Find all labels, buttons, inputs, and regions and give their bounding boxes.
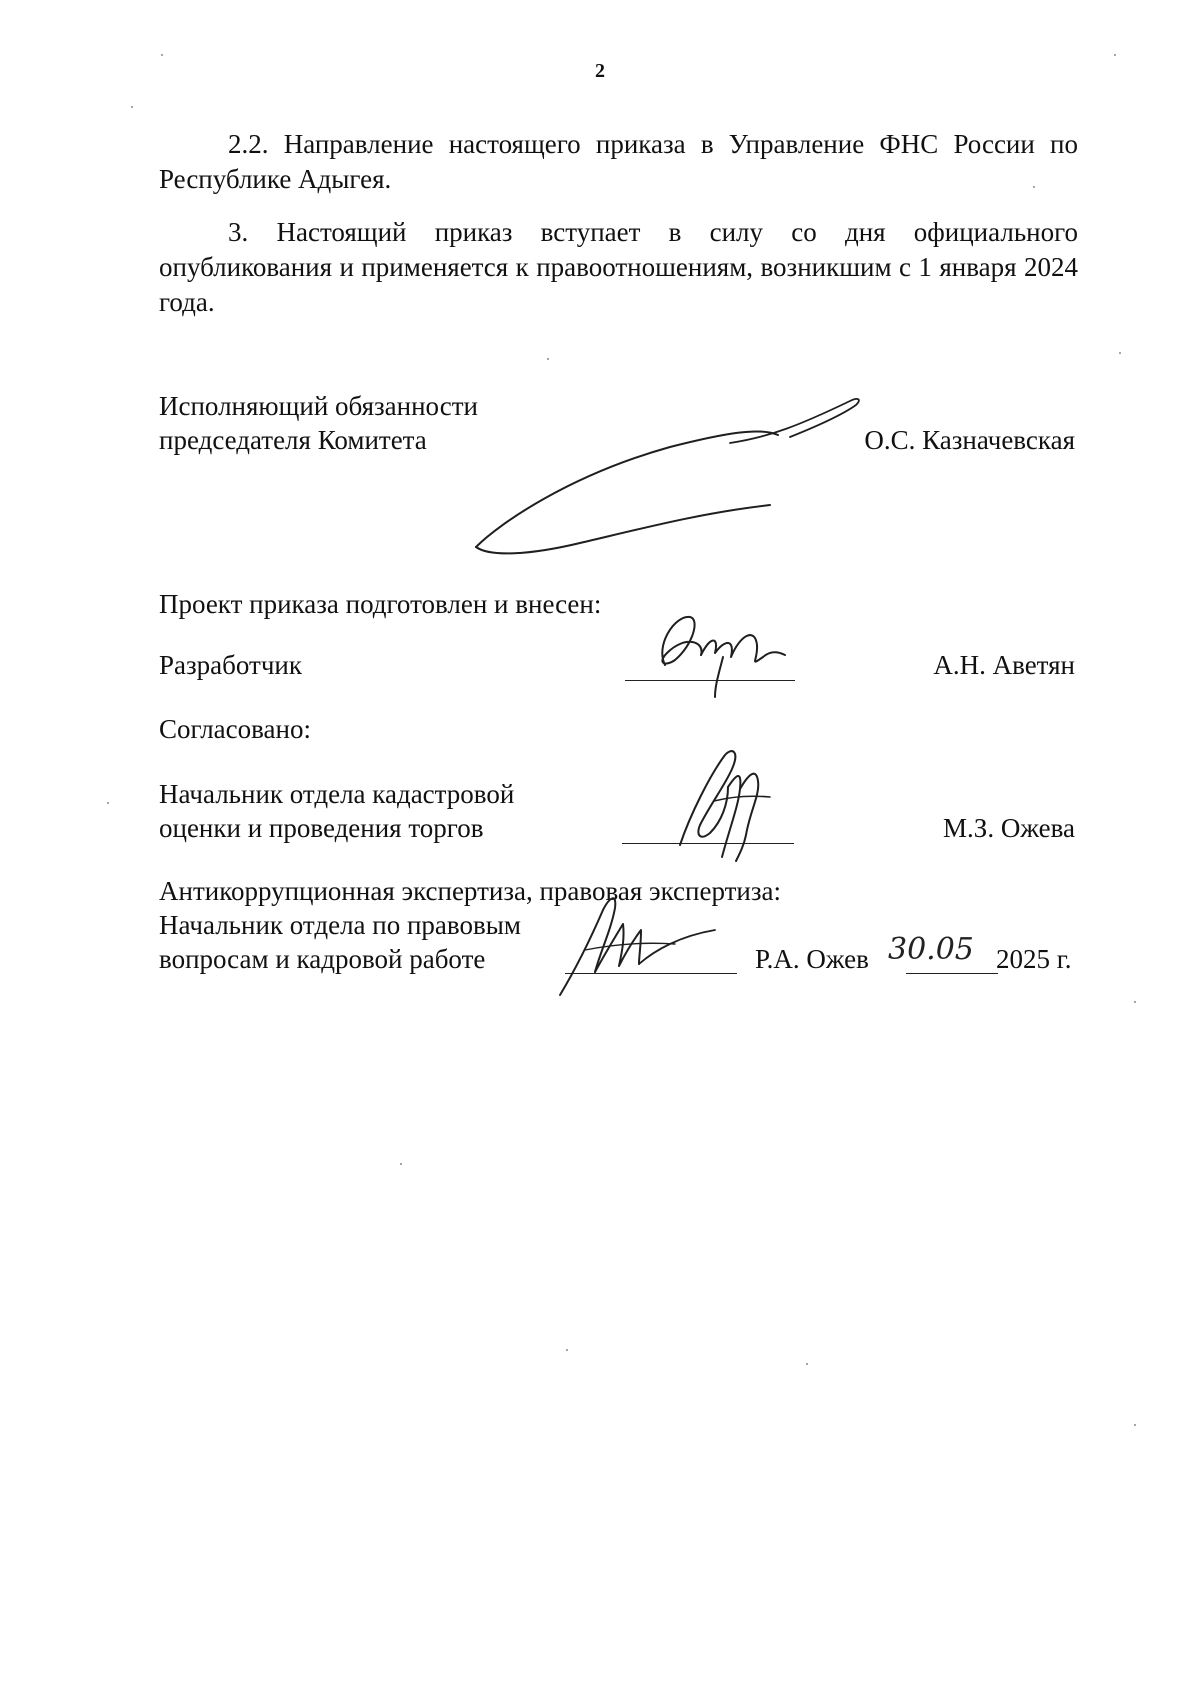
expertise-role-line2: вопросам и кадровой работе — [159, 944, 486, 974]
paragraph-3: 3. Настоящий приказ вступает в силу со дня официального опубликования и применяется к правоотношениям, возникшим с 1 января 2024 года. — [159, 217, 1078, 317]
scan-speck — [161, 54, 163, 56]
approved-name: М.З. Ожева — [943, 813, 1075, 843]
page-number: 2 — [595, 60, 605, 82]
scan-speck — [1134, 1424, 1136, 1426]
scan-speck — [1114, 54, 1116, 56]
scan-speck — [1134, 1001, 1136, 1003]
expertise-name: Р.А. Ожев — [755, 944, 869, 974]
expertise-year: 2025 г. — [996, 944, 1072, 974]
approved-role-line2: оценки и проведения торгов — [159, 813, 484, 843]
approved-heading: Согласовано: — [159, 714, 311, 744]
handwritten-date: 30.05 — [888, 932, 974, 967]
date-underline — [906, 973, 998, 974]
signature-prepared — [645, 605, 795, 700]
approved-role-line1: Начальник отдела кадастровой — [159, 779, 515, 809]
scan-speck — [566, 1349, 568, 1351]
paragraph-2-2: 2.2. Направление настоящего приказа в Управление ФНС России по Республике Адыгея. — [159, 129, 1078, 194]
prepared-role: Разработчик — [159, 650, 302, 680]
scan-speck — [1033, 186, 1035, 188]
signature-main — [470, 395, 870, 565]
prepared-heading: Проект приказа подготовлен и внесен: — [159, 589, 602, 619]
signature-expertise — [555, 880, 735, 1000]
scan-speck — [1119, 352, 1121, 354]
scan-speck — [806, 1363, 808, 1365]
scan-speck — [547, 358, 549, 360]
expertise-role-line1: Начальник отдела по правовым — [159, 910, 521, 940]
scan-speck — [400, 1163, 402, 1165]
signature-approved — [670, 745, 780, 865]
scan-speck — [131, 106, 133, 108]
expertise-heading: Антикоррупционная экспертиза, правовая экспертиза: — [159, 876, 782, 906]
signatory-position-line1: Исполняющий обязанности — [159, 391, 478, 421]
prepared-name: А.Н. Аветян — [933, 650, 1075, 680]
signatory-name: О.С. Казначевская — [864, 425, 1075, 455]
signatory-position-line2: председателя Комитета — [159, 425, 427, 455]
scan-speck — [107, 802, 109, 804]
